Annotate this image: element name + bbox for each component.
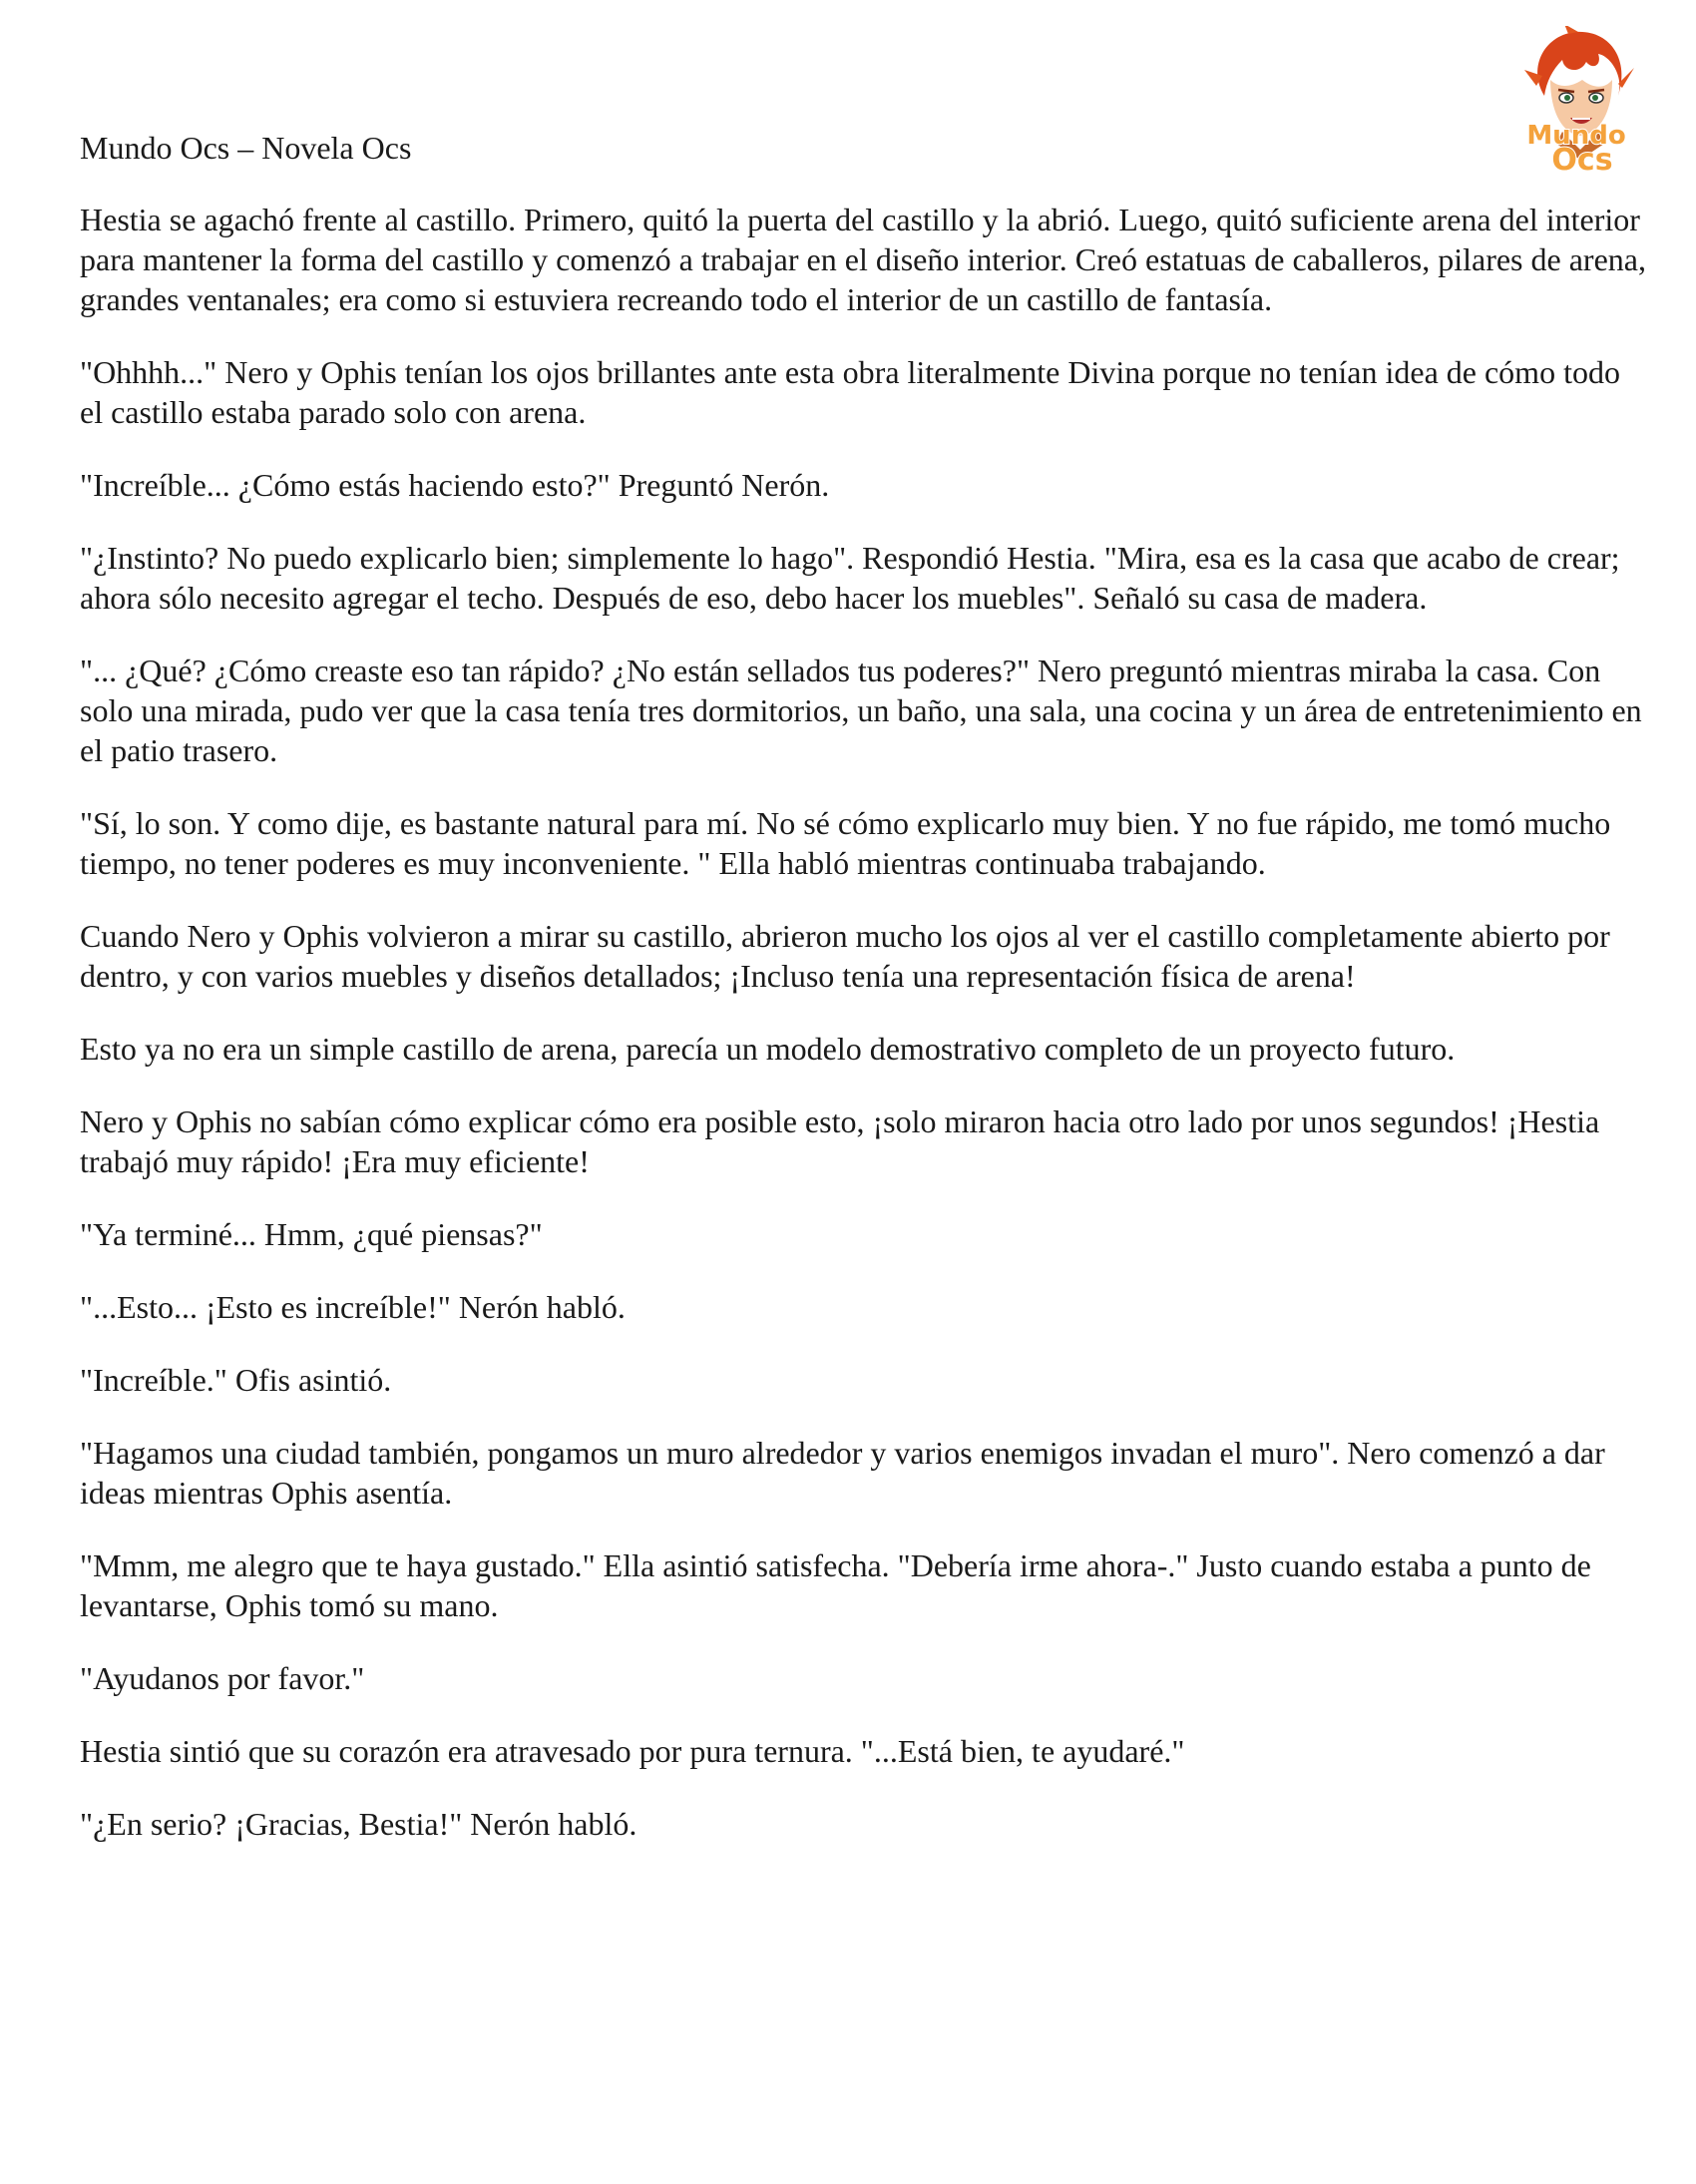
svg-text:Mundo: Mundo xyxy=(1526,121,1626,151)
paragraph-14: "Mmm, me alegro que te haya gustado." Ella asintió satisfecha. "Debería irme ahora-." Justo cuando estaba a punto de levantarse, Ophis tomó su mano. xyxy=(80,1547,1591,1623)
paragraph-10: "Ya terminé... Hmm, ¿qué piensas?" xyxy=(80,1216,543,1252)
paragraph-13: "Hagamos una ciudad también, pongamos un muro alrededor y varios enemigos invadan el muro". Nero comenzó a dar ideas mientras Ophis asentía. xyxy=(80,1435,1605,1511)
paragraph-2: "Ohhhh..." Nero y Ophis tenían los ojos brillantes ante esta obra literalmente Divina porque no tenían idea de cómo todo el castillo estaba parado solo con arena. xyxy=(80,354,1620,430)
document-header-title: Mundo Ocs – Novela Ocs xyxy=(80,130,412,166)
svg-text:Ocs: Ocs xyxy=(1551,143,1613,174)
paragraph-9: Nero y Ophis no sabían cómo explicar cómo era posible esto, ¡solo miraron hacia otro lado por unos segundos! ¡Hestia trabajó muy rápido! ¡Era muy eficiente! xyxy=(80,1103,1600,1179)
paragraph-12: "Increíble." Ofis asintió. xyxy=(80,1362,392,1398)
paragraph-5: "... ¿Qué? ¿Cómo creaste eso tan rápido? ¿No están sellados tus poderes?" Nero preguntó mientras miraba la casa. Con solo una mirada, pudo ver que la casa tenía tres dormitorios, un baño, una sala, una cocina y un área de entretenimiento en el patio trasero. xyxy=(80,653,1642,768)
paragraph-15: "Ayudanos por favor." xyxy=(80,1660,365,1696)
paragraph-3: "Increíble... ¿Cómo estás haciendo esto?" Preguntó Nerón. xyxy=(80,467,830,503)
paragraph-4: "¿Instinto? No puedo explicarlo bien; simplemente lo hago". Respondió Hestia. "Mira, esa es la casa que acabo de crear; ahora sólo necesito agregar el techo. Después de eso, debo hacer los muebles". Señaló su casa de madera. xyxy=(80,540,1620,616)
paragraph-1: Hestia se agachó frente al castillo. Primero, quitó la puerta del castillo y la abrió. Luego, quitó suficiente arena del interior para mantener la forma del castillo y comenzó a trabajar en el diseño interior. Creó estatuas de caballeros, pilares de arena, grandes ventanales; era como si estuviera recreando todo el interior de un castillo de fantasía. xyxy=(80,202,1646,317)
paragraph-7: Cuando Nero y Ophis volvieron a mirar su castillo, abrieron mucho los ojos al ver el castillo completamente abierto por dentro, y con varios muebles y diseños detallados; ¡Incluso tenía una representación física de arena! xyxy=(80,918,1610,994)
paragraph-11: "...Esto... ¡Esto es increíble!" Nerón habló. xyxy=(80,1289,626,1325)
document-body xyxy=(80,128,1646,1877)
paragraph-6: "Sí, lo son. Y como dije, es bastante natural para mí. No sé cómo explicarlo muy bien. Y no fue rápido, me tomó mucho tiempo, no tener poderes es muy inconveniente. " Ella habló mientras continuaba trabajando. xyxy=(80,805,1611,881)
paragraph-17: "¿En serio? ¡Gracias, Bestia!" Nerón habló. xyxy=(80,1806,637,1842)
paragraph-8: Esto ya no era un simple castillo de arena, parecía un modelo demostrativo completo de un proyecto futuro. xyxy=(80,1031,1456,1067)
paragraph-16: Hestia sintió que su corazón era atravesado por pura ternura. "...Está bien, te ayudaré." xyxy=(80,1733,1185,1769)
